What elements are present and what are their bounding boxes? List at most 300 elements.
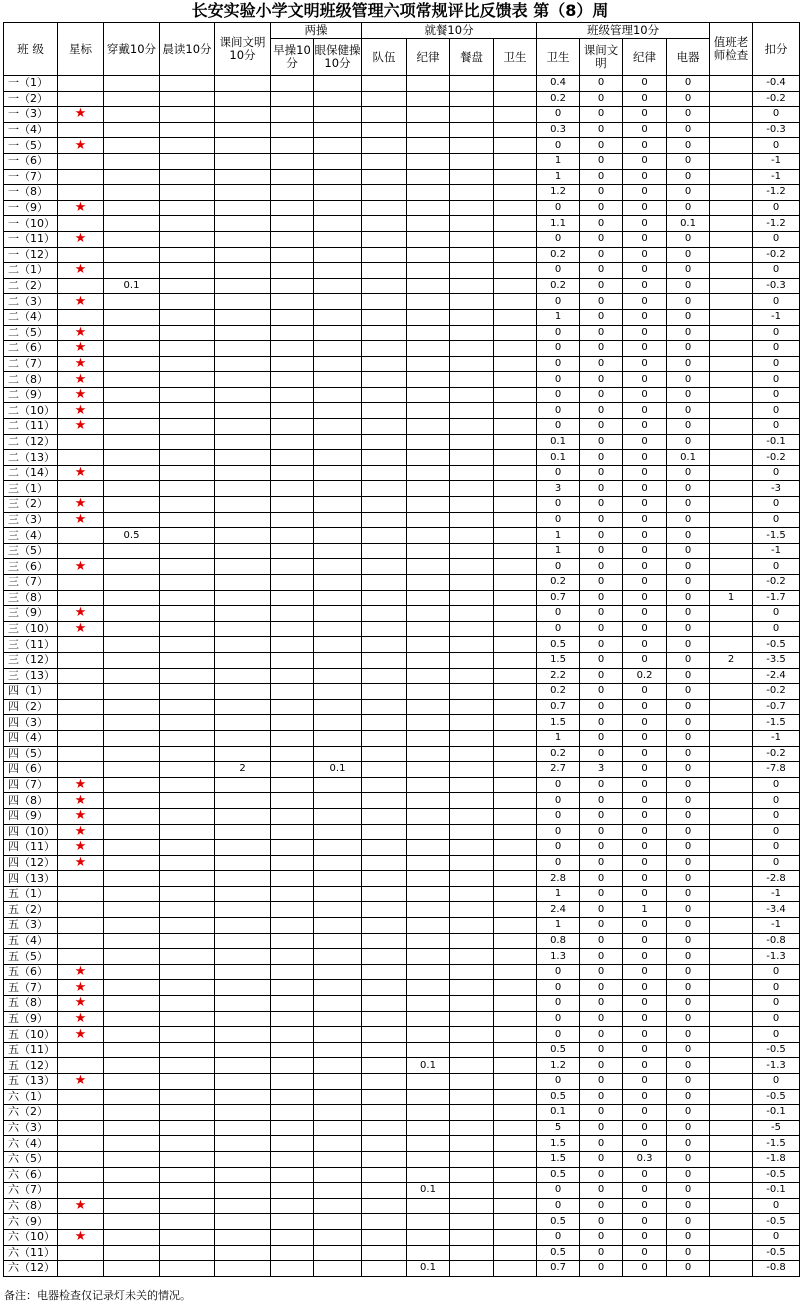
teacher-check-cell <box>710 762 753 778</box>
reading-cell <box>160 980 215 996</box>
plate-cell <box>450 497 494 513</box>
recess-cell <box>215 1245 271 1261</box>
reading-cell <box>160 278 215 294</box>
dress-cell <box>104 590 160 606</box>
dress-cell <box>104 309 160 325</box>
discipline-cell: 0 <box>623 933 667 949</box>
star-cell <box>58 122 104 138</box>
eye-exercise-cell <box>314 138 362 154</box>
table-row <box>4 1027 800 1043</box>
table-row <box>4 1042 800 1058</box>
deduct-cell: -1 <box>753 309 800 325</box>
class-cell: 一（12） <box>4 247 58 263</box>
table-row <box>4 76 800 92</box>
star-icon: ★ <box>58 824 104 840</box>
hygiene-cell: 0.2 <box>537 746 580 762</box>
deduct-cell: 0 <box>753 465 800 481</box>
deduct-cell: -1.5 <box>753 1136 800 1152</box>
class-cell: 一（5） <box>4 138 58 154</box>
electric-cell: 0 <box>667 528 710 544</box>
deduct-cell: -1.5 <box>753 715 800 731</box>
plate-cell <box>450 606 494 622</box>
dress-cell <box>104 1027 160 1043</box>
eye-exercise-cell <box>314 403 362 419</box>
queue-cell <box>362 1183 407 1199</box>
class-cell: 五（3） <box>4 918 58 934</box>
dress-cell <box>104 76 160 92</box>
table-body <box>4 76 800 1277</box>
discipline-cell: 0 <box>623 403 667 419</box>
teacher-check-cell <box>710 1229 753 1245</box>
electric-cell: 0 <box>667 356 710 372</box>
plate-cell <box>450 528 494 544</box>
reading-cell <box>160 309 215 325</box>
reading-cell <box>160 840 215 856</box>
table-row <box>4 481 800 497</box>
table-row <box>4 980 800 996</box>
dining-discipline-cell <box>407 512 450 528</box>
recess-cell <box>215 387 271 403</box>
teacher-check-cell <box>710 1198 753 1214</box>
hygiene-cell: 0 <box>537 403 580 419</box>
table-row <box>4 606 800 622</box>
dress-cell <box>104 575 160 591</box>
eye-exercise-cell <box>314 528 362 544</box>
teacher-check-cell <box>710 871 753 887</box>
hygiene-cell: 0 <box>537 294 580 310</box>
hygiene-cell: 3 <box>537 481 580 497</box>
eye-exercise-cell <box>314 263 362 279</box>
star-cell <box>58 575 104 591</box>
morning-exercise-cell <box>271 808 314 824</box>
queue-cell <box>362 341 407 357</box>
header-dining-hygiene: 卫生 <box>494 39 537 76</box>
eye-exercise-cell <box>314 294 362 310</box>
table-row <box>4 1151 800 1167</box>
teacher-check-cell <box>710 153 753 169</box>
recess-civility-cell: 0 <box>580 793 623 809</box>
class-cell: 三（10） <box>4 621 58 637</box>
dining-discipline-cell <box>407 902 450 918</box>
header-teacher: 值班老师检查 <box>710 23 753 76</box>
dining-hygiene-cell <box>494 590 537 606</box>
reading-cell <box>160 200 215 216</box>
queue-cell <box>362 497 407 513</box>
plate-cell <box>450 590 494 606</box>
deduct-cell: -0.2 <box>753 247 800 263</box>
eye-exercise-cell <box>314 902 362 918</box>
dining-discipline-cell <box>407 1198 450 1214</box>
recess-civility-cell: 0 <box>580 1058 623 1074</box>
dress-cell <box>104 1089 160 1105</box>
hygiene-cell: 0 <box>537 1198 580 1214</box>
plate-cell <box>450 1058 494 1074</box>
hygiene-cell: 5 <box>537 1120 580 1136</box>
dining-hygiene-cell <box>494 1058 537 1074</box>
reading-cell <box>160 637 215 653</box>
teacher-check-cell <box>710 450 753 466</box>
dining-hygiene-cell <box>494 76 537 92</box>
dress-cell: 0.1 <box>104 278 160 294</box>
hygiene-cell: 0.4 <box>537 76 580 92</box>
recess-cell <box>215 918 271 934</box>
reading-cell <box>160 777 215 793</box>
queue-cell <box>362 372 407 388</box>
eye-exercise-cell <box>314 1214 362 1230</box>
dining-hygiene-cell <box>494 419 537 435</box>
dining-discipline-cell <box>407 668 450 684</box>
dress-cell <box>104 231 160 247</box>
plate-cell <box>450 684 494 700</box>
class-cell: 三（8） <box>4 590 58 606</box>
dining-hygiene-cell <box>494 1089 537 1105</box>
hygiene-cell: 0.5 <box>537 1042 580 1058</box>
reading-cell <box>160 699 215 715</box>
dining-hygiene-cell <box>494 1183 537 1199</box>
electric-cell: 0 <box>667 263 710 279</box>
table-row <box>4 1011 800 1027</box>
morning-exercise-cell <box>271 715 314 731</box>
morning-exercise-cell <box>271 216 314 232</box>
plate-cell <box>450 341 494 357</box>
hygiene-cell: 0.5 <box>537 1167 580 1183</box>
electric-cell: 0 <box>667 107 710 123</box>
queue-cell <box>362 762 407 778</box>
queue-cell <box>362 715 407 731</box>
discipline-cell: 0 <box>623 138 667 154</box>
recess-cell <box>215 1136 271 1152</box>
electric-cell: 0 <box>667 185 710 201</box>
class-cell: 六（2） <box>4 1105 58 1121</box>
plate-cell <box>450 169 494 185</box>
electric-cell: 0 <box>667 871 710 887</box>
dining-hygiene-cell <box>494 668 537 684</box>
recess-cell <box>215 450 271 466</box>
star-cell <box>58 169 104 185</box>
plate-cell <box>450 980 494 996</box>
dress-cell <box>104 153 160 169</box>
dining-hygiene-cell <box>494 777 537 793</box>
header-recess: 课间文明10分 <box>215 23 271 76</box>
class-cell: 二（10） <box>4 403 58 419</box>
electric-cell: 0 <box>667 980 710 996</box>
recess-cell <box>215 356 271 372</box>
discipline-cell: 0 <box>623 465 667 481</box>
reading-cell <box>160 575 215 591</box>
eye-exercise-cell <box>314 621 362 637</box>
dining-discipline-cell <box>407 1120 450 1136</box>
dress-cell <box>104 107 160 123</box>
dress-cell <box>104 465 160 481</box>
eye-exercise-cell <box>314 1074 362 1090</box>
dress-cell <box>104 200 160 216</box>
teacher-check-cell <box>710 730 753 746</box>
star-icon: ★ <box>58 855 104 871</box>
star-cell <box>58 1261 104 1277</box>
recess-civility-cell: 0 <box>580 528 623 544</box>
electric-cell: 0 <box>667 247 710 263</box>
dining-discipline-cell <box>407 808 450 824</box>
hygiene-cell: 2.7 <box>537 762 580 778</box>
plate-cell <box>450 153 494 169</box>
star-icon: ★ <box>58 1074 104 1090</box>
dining-hygiene-cell <box>494 185 537 201</box>
hygiene-cell: 1 <box>537 886 580 902</box>
dress-cell <box>104 699 160 715</box>
reading-cell <box>160 1151 215 1167</box>
dress-cell <box>104 1011 160 1027</box>
hygiene-cell: 1.5 <box>537 1136 580 1152</box>
dress-cell <box>104 403 160 419</box>
eye-exercise-cell <box>314 387 362 403</box>
class-cell: 三（2） <box>4 497 58 513</box>
class-cell: 五（9） <box>4 1011 58 1027</box>
morning-exercise-cell <box>271 575 314 591</box>
teacher-check-cell <box>710 1167 753 1183</box>
dining-hygiene-cell <box>494 341 537 357</box>
deduct-cell: -2.8 <box>753 871 800 887</box>
teacher-check-cell <box>710 1151 753 1167</box>
plate-cell <box>450 808 494 824</box>
teacher-check-cell <box>710 387 753 403</box>
electric-cell: 0 <box>667 949 710 965</box>
deduct-cell: -3.4 <box>753 902 800 918</box>
hygiene-cell: 0 <box>537 996 580 1012</box>
teacher-check-cell <box>710 169 753 185</box>
recess-civility-cell: 0 <box>580 1198 623 1214</box>
hygiene-cell: 0 <box>537 325 580 341</box>
hygiene-cell: 0 <box>537 263 580 279</box>
queue-cell <box>362 1105 407 1121</box>
electric-cell: 0 <box>667 1261 710 1277</box>
deduct-cell: 0 <box>753 356 800 372</box>
table-row <box>4 824 800 840</box>
dining-hygiene-cell <box>494 980 537 996</box>
plate-cell <box>450 450 494 466</box>
table-row <box>4 497 800 513</box>
class-cell: 三（6） <box>4 559 58 575</box>
recess-cell <box>215 185 271 201</box>
morning-exercise-cell <box>271 1011 314 1027</box>
table-row <box>4 403 800 419</box>
hygiene-cell: 0.3 <box>537 122 580 138</box>
teacher-check-cell <box>710 1261 753 1277</box>
recess-cell <box>215 91 271 107</box>
hygiene-cell: 0 <box>537 1183 580 1199</box>
dining-discipline-cell <box>407 481 450 497</box>
recess-cell <box>215 575 271 591</box>
eye-exercise-cell <box>314 637 362 653</box>
recess-cell <box>215 980 271 996</box>
electric-cell: 0 <box>667 1136 710 1152</box>
morning-exercise-cell <box>271 949 314 965</box>
recess-civility-cell: 0 <box>580 1229 623 1245</box>
teacher-check-cell <box>710 497 753 513</box>
recess-civility-cell: 0 <box>580 808 623 824</box>
reading-cell <box>160 247 215 263</box>
deduct-cell: -0.5 <box>753 637 800 653</box>
teacher-check-cell <box>710 356 753 372</box>
teacher-check-cell <box>710 247 753 263</box>
hygiene-cell: 0.7 <box>537 699 580 715</box>
reading-cell <box>160 762 215 778</box>
star-icon: ★ <box>58 777 104 793</box>
deduct-cell: -1.3 <box>753 949 800 965</box>
dress-cell <box>104 356 160 372</box>
dining-hygiene-cell <box>494 824 537 840</box>
class-cell: 二（1） <box>4 263 58 279</box>
hygiene-cell: 1 <box>537 730 580 746</box>
star-icon: ★ <box>58 1229 104 1245</box>
morning-exercise-cell <box>271 465 314 481</box>
morning-exercise-cell <box>271 169 314 185</box>
reading-cell <box>160 528 215 544</box>
table-row <box>4 247 800 263</box>
morning-exercise-cell <box>271 1058 314 1074</box>
star-cell <box>58 746 104 762</box>
hygiene-cell: 0 <box>537 621 580 637</box>
eye-exercise-cell <box>314 652 362 668</box>
dining-discipline-cell <box>407 949 450 965</box>
discipline-cell: 0 <box>623 512 667 528</box>
class-cell: 四（5） <box>4 746 58 762</box>
plate-cell <box>450 575 494 591</box>
reading-cell <box>160 387 215 403</box>
reading-cell <box>160 949 215 965</box>
table-row <box>4 715 800 731</box>
class-cell: 二（3） <box>4 294 58 310</box>
plate-cell <box>450 309 494 325</box>
discipline-cell: 0 <box>623 1261 667 1277</box>
header-discipline: 纪律 <box>623 39 667 76</box>
eye-exercise-cell <box>314 1011 362 1027</box>
recess-cell <box>215 606 271 622</box>
plate-cell <box>450 871 494 887</box>
reading-cell <box>160 325 215 341</box>
dress-cell <box>104 341 160 357</box>
table-row <box>4 372 800 388</box>
star-cell <box>58 543 104 559</box>
class-cell: 六（1） <box>4 1089 58 1105</box>
electric-cell: 0 <box>667 1058 710 1074</box>
deduct-cell: 0 <box>753 996 800 1012</box>
electric-cell: 0 <box>667 621 710 637</box>
hygiene-cell: 0.2 <box>537 247 580 263</box>
header-star: 星标 <box>58 23 104 76</box>
header-classmgmt-group: 班级管理10分 <box>537 23 710 39</box>
electric-cell: 0.1 <box>667 216 710 232</box>
plate-cell <box>450 278 494 294</box>
dress-cell <box>104 1120 160 1136</box>
eye-exercise-cell <box>314 543 362 559</box>
class-cell: 五（4） <box>4 933 58 949</box>
plate-cell <box>450 1042 494 1058</box>
dress-cell <box>104 1058 160 1074</box>
star-icon: ★ <box>58 559 104 575</box>
hygiene-cell: 0.2 <box>537 575 580 591</box>
queue-cell <box>362 309 407 325</box>
discipline-cell: 0 <box>623 1136 667 1152</box>
recess-civility-cell: 0 <box>580 1011 623 1027</box>
reading-cell <box>160 886 215 902</box>
recess-cell <box>215 372 271 388</box>
table-row <box>4 419 800 435</box>
dining-hygiene-cell <box>494 871 537 887</box>
dining-discipline-cell <box>407 153 450 169</box>
recess-cell <box>215 590 271 606</box>
eye-exercise-cell <box>314 793 362 809</box>
table-row <box>4 1198 800 1214</box>
eye-exercise-cell <box>314 840 362 856</box>
queue-cell <box>362 1027 407 1043</box>
queue-cell <box>362 606 407 622</box>
dining-discipline-cell <box>407 777 450 793</box>
plate-cell <box>450 621 494 637</box>
evaluation-table <box>3 22 800 1277</box>
recess-cell <box>215 294 271 310</box>
queue-cell <box>362 387 407 403</box>
plate-cell <box>450 933 494 949</box>
eye-exercise-cell <box>314 216 362 232</box>
teacher-check-cell <box>710 1105 753 1121</box>
eye-exercise-cell <box>314 964 362 980</box>
reading-cell <box>160 450 215 466</box>
recess-civility-cell: 0 <box>580 387 623 403</box>
eye-exercise-cell <box>314 730 362 746</box>
discipline-cell: 0 <box>623 1229 667 1245</box>
recess-civility-cell: 0 <box>580 247 623 263</box>
deduct-cell: -1.5 <box>753 528 800 544</box>
recess-civility-cell: 0 <box>580 1214 623 1230</box>
dress-cell <box>104 949 160 965</box>
hygiene-cell: 0.5 <box>537 1089 580 1105</box>
dress-cell <box>104 325 160 341</box>
reading-cell <box>160 185 215 201</box>
class-cell: 四（12） <box>4 855 58 871</box>
queue-cell <box>362 512 407 528</box>
queue-cell <box>362 138 407 154</box>
plate-cell <box>450 840 494 856</box>
dining-hygiene-cell <box>494 512 537 528</box>
dining-hygiene-cell <box>494 325 537 341</box>
table-row <box>4 762 800 778</box>
dining-discipline-cell <box>407 824 450 840</box>
recess-civility-cell: 0 <box>580 122 623 138</box>
discipline-cell: 0 <box>623 543 667 559</box>
dining-hygiene-cell <box>494 278 537 294</box>
dining-discipline-cell <box>407 387 450 403</box>
deduct-cell: 0 <box>753 559 800 575</box>
hygiene-cell: 0 <box>537 1074 580 1090</box>
class-cell: 五（10） <box>4 1027 58 1043</box>
deduct-cell: -2.4 <box>753 668 800 684</box>
recess-civility-cell: 0 <box>580 777 623 793</box>
teacher-check-cell <box>710 715 753 731</box>
recess-cell <box>215 1089 271 1105</box>
morning-exercise-cell <box>271 138 314 154</box>
electric-cell: 0 <box>667 1183 710 1199</box>
class-cell: 二（6） <box>4 341 58 357</box>
teacher-check-cell <box>710 341 753 357</box>
hygiene-cell: 0 <box>537 606 580 622</box>
electric-cell: 0 <box>667 933 710 949</box>
deduct-cell: -0.2 <box>753 450 800 466</box>
reading-cell <box>160 808 215 824</box>
electric-cell: 0 <box>667 793 710 809</box>
hygiene-cell: 0.5 <box>537 1214 580 1230</box>
recess-civility-cell: 0 <box>580 138 623 154</box>
reading-cell <box>160 1245 215 1261</box>
